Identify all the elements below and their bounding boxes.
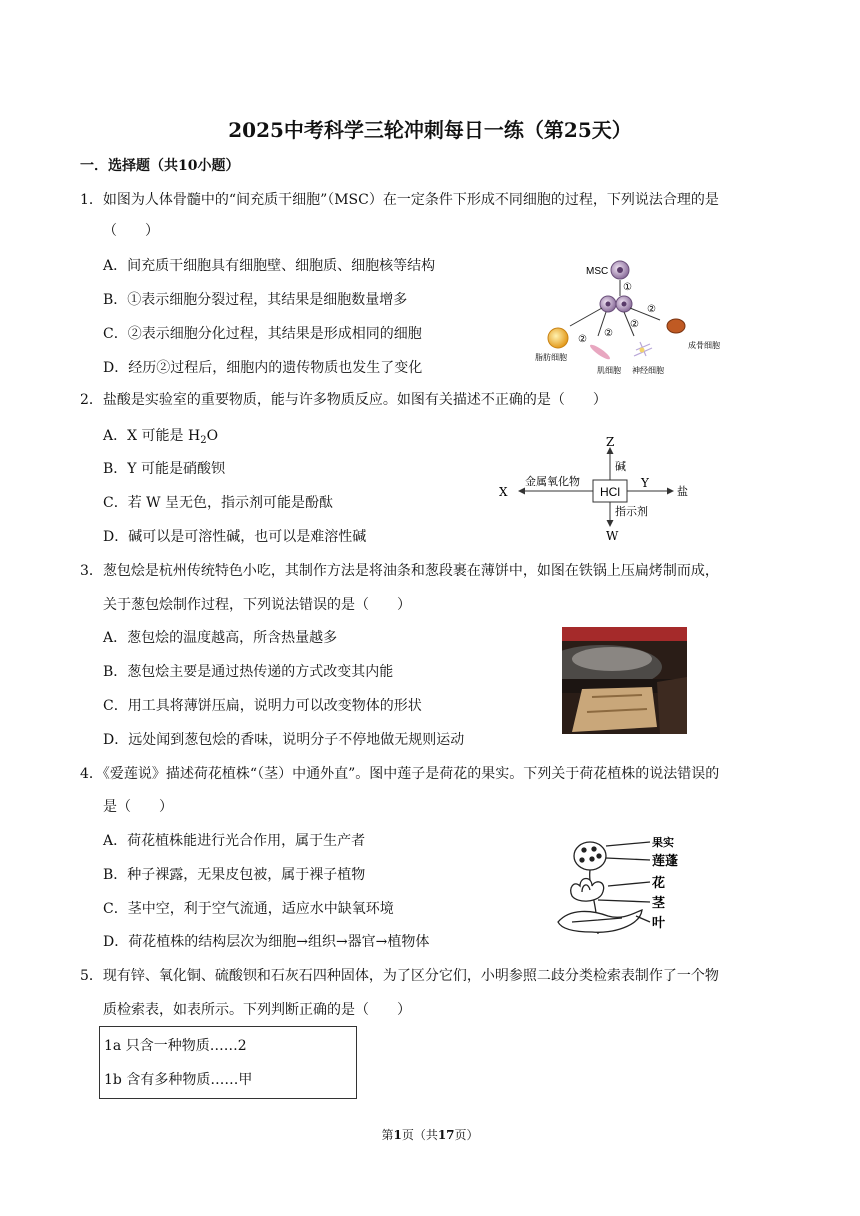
z-label: Z <box>606 436 615 449</box>
q5-stem-cont: 质检索表，如表所示。下列判断正确的是（ ） <box>103 1002 411 1018</box>
q1-option-d[interactable]: D．经历②过程后，细胞内的遗传物质也发生了变化 <box>103 360 423 376</box>
metal-oxide-label: 金属氧化物 <box>525 475 580 488</box>
q4-lotus-diagram <box>552 836 702 944</box>
q2-option-d[interactable]: D．碱可以是可溶性碱，也可以是难溶性碱 <box>103 529 367 545</box>
lotus-leaf-icon <box>558 910 642 932</box>
muscle-cell-label: 肌细胞 <box>597 366 621 375</box>
page-number: 1 <box>393 1128 402 1142</box>
fat-cell-label: 脂肪细胞 <box>535 353 567 362</box>
q2-option-a[interactable]: A．X 可能是 $H_2O$ <box>103 428 219 446</box>
section-heading: 一．选择题（共10小题） <box>80 158 240 174</box>
stem-label: 茎 <box>652 896 666 911</box>
nerve-cell-label: 神经细胞 <box>632 366 664 375</box>
q3-stem: 3．葱包烩是杭州传统特色小吃，其制作方法是将油条和葱段裹在薄饼中，如图在铁锅上压扁烤制而成， <box>80 563 719 579</box>
svg-text:②: ② <box>647 304 656 315</box>
key-row: 1b 含有多种物质……甲 <box>104 1072 253 1088</box>
q2-option-b[interactable]: B．Y 可能是硝酸钡 <box>103 461 225 477</box>
leaf-label: 叶 <box>652 916 666 931</box>
q1-cell-diagram <box>530 256 720 380</box>
key-table <box>99 1026 357 1099</box>
q4-stem: 4．《爱莲说》描述荷花植株“（茎）中通外直”。图中莲子是荷花的果实。下列关于荷花植株的说法错误的 <box>80 766 720 782</box>
base-label: 碱 <box>615 460 626 473</box>
q1-option-a[interactable]: A．间充质干细胞具有细胞壁、细胞质、细胞核等结构 <box>103 258 436 274</box>
q4-stem-cont: 是（ ） <box>103 799 173 815</box>
q1-option-c[interactable]: C．②表示细胞分化过程，其结果是形成相同的细胞 <box>103 326 422 342</box>
x-label: X <box>499 485 508 499</box>
muscle-cell-icon <box>588 343 611 362</box>
svg-text:②: ② <box>604 328 613 339</box>
indicator-label: 指示剂 <box>615 505 648 518</box>
q2-stem: 2．盐酸是实验室的重要物质，能与许多物质反应。如图有关描述不正确的是（ ） <box>80 392 607 408</box>
q3-option-a[interactable]: A．葱包烩的温度越高，所含热量越多 <box>103 630 338 646</box>
salt-label: 盐 <box>677 485 688 498</box>
nerve-cell-icon <box>634 342 652 356</box>
fruit-label: 果实 <box>652 836 674 849</box>
msc-label: MSC <box>586 266 609 277</box>
lotus-flower-icon <box>571 879 604 902</box>
y-label: Y <box>641 476 649 490</box>
hcl-label: HCl <box>600 485 620 499</box>
w-label: W <box>606 529 619 543</box>
q5-stem: 5．现有锌、氧化铜、硫酸钡和石灰石四种固体，为了区分它们，小明参照二歧分类检索表制作了一个物 <box>80 968 719 984</box>
key-row: 1a 只含一种物质……2 <box>104 1038 247 1054</box>
q4-option-b[interactable]: B．种子裸露，无果皮包被，属于裸子植物 <box>103 867 366 883</box>
bone-cell-label: 成骨细胞 <box>688 341 720 350</box>
q4-option-c[interactable]: C．茎中空，利于空气流通，适应水中缺氧环境 <box>103 901 394 917</box>
svg-text:②: ② <box>630 319 639 330</box>
q4-option-a[interactable]: A．荷花植株能进行光合作用，属于生产者 <box>103 833 366 849</box>
q3-photo <box>562 627 687 734</box>
q2-hcl-diagram <box>495 436 695 548</box>
q2-option-c[interactable]: C．若 W 呈无色，指示剂可能是酚酞 <box>103 495 334 511</box>
q3-option-d[interactable]: D．远处闻到葱包烩的香味，说明分子不停地做无规则运动 <box>103 732 465 748</box>
pod-label: 莲蓬 <box>652 854 679 869</box>
page-total: 17 <box>437 1128 455 1142</box>
page-title: 2025中考科学三轮冲刺每日一练（第25天） <box>228 118 632 142</box>
q1-stem: 1．如图为人体骨髓中的“间充质干细胞”（MSC）在一定条件下形成不同细胞的过程，下列说法合理的是 <box>80 192 719 208</box>
bone-cell-icon <box>667 319 685 333</box>
q3-option-c[interactable]: C．用工具将薄饼压扁，说明力可以改变物体的形状 <box>103 698 422 714</box>
q3-stem-cont: 关于葱包烩制作过程，下列说法错误的是（ ） <box>103 597 411 613</box>
q4-option-d[interactable]: D．荷花植株的结构层次为细胞→组织→器官→植物体 <box>103 934 430 950</box>
step1-label: ① <box>623 282 632 293</box>
step2-label: ② <box>578 334 587 345</box>
flower-label: 花 <box>652 876 666 891</box>
q3-option-b[interactable]: B．葱包烩主要是通过热传递的方式改变其内能 <box>103 664 394 680</box>
page-footer: 第1页（共17页） <box>381 1128 479 1142</box>
q1-option-b[interactable]: B．①表示细胞分裂过程，其结果是细胞数量增多 <box>103 292 408 308</box>
fat-cell-icon <box>548 328 568 348</box>
q1-stem-cont: （ ） <box>103 223 159 239</box>
